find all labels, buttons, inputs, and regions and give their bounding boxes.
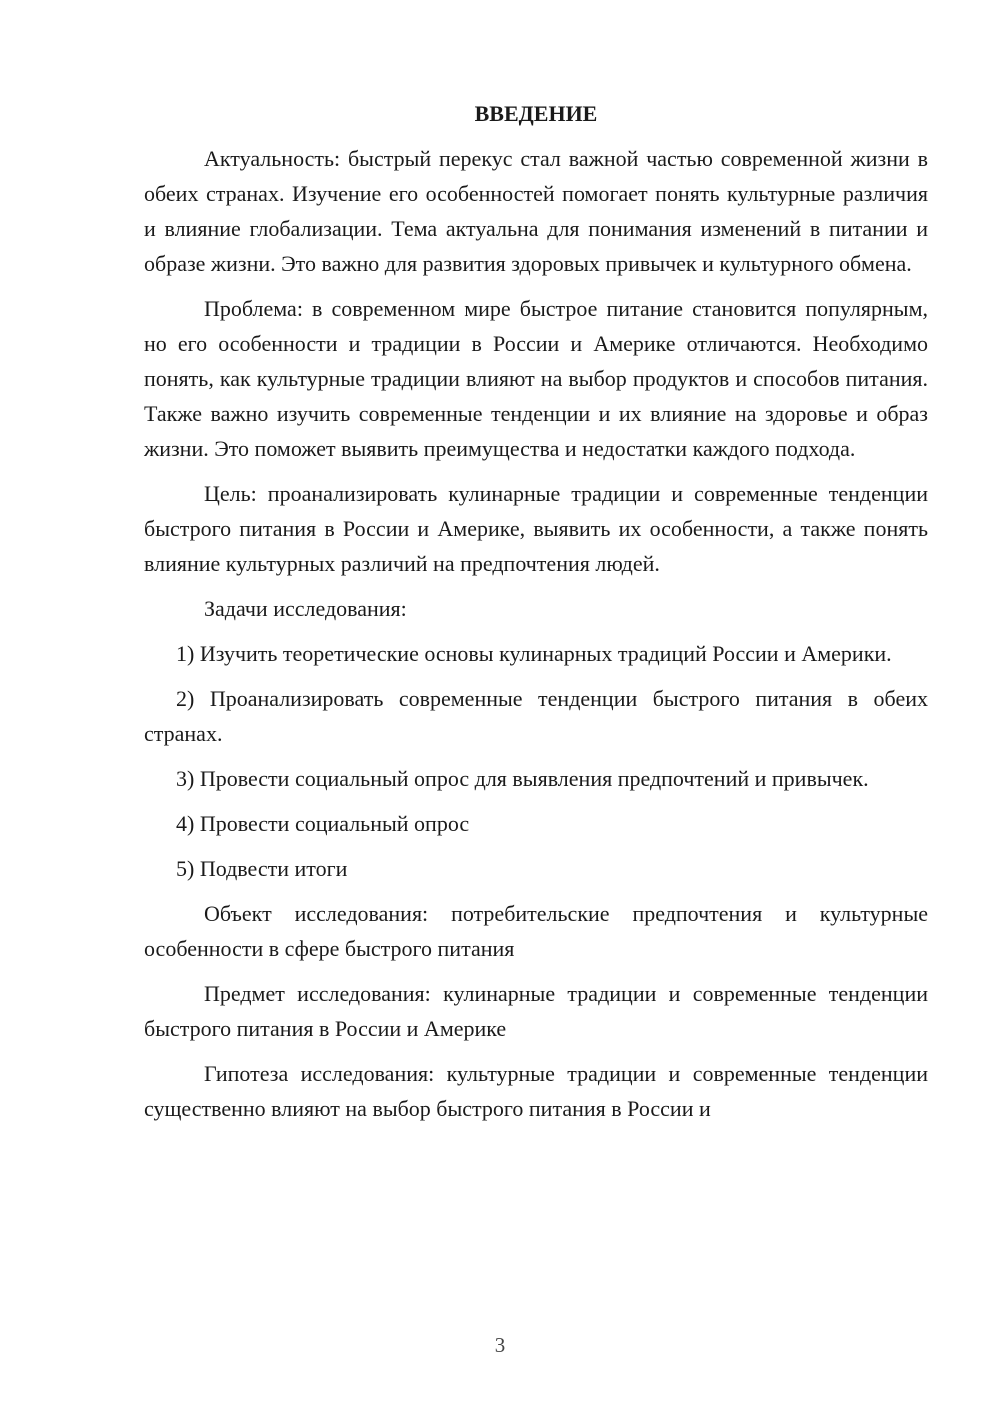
paragraph-relevance: Актуальность: быстрый перекус стал важной частью современной жизни в обеих странах. Изучение его особенностей помогает понять культурные различия и влияние глобализации. Тема актуальна для понимания изменений в питании и образе жизни. Это важно для развития здоровых привычек и культурного обмена. bbox=[144, 146, 928, 276]
paragraph-goal: Цель: проанализировать кулинарные традиции и современные тенденции быстрого питания в России и Америке, выявить их особенности, а также понять влияние культурных различий на предпочтения людей. bbox=[144, 481, 928, 576]
page-title: ВВЕДЕНИЕ bbox=[474, 101, 598, 126]
paragraph-object: Объект исследования: потребительские предпочтения и культурные особенности в сфере быстрого питания bbox=[144, 901, 928, 961]
page-content bbox=[144, 96, 928, 1136]
page-number: 3 bbox=[494, 1333, 506, 1357]
paragraph-problem: Проблема: в современном мире быстрое питание становится популярным, но его особенности и традиции в России и Америке отличаются. Необходимо понять, как культурные традиции влияют на выбор продуктов и способов питания. Также важно изучить современные тенденции и их влияние на здоровье и образ жизни. Это поможет выявить преимущества и недостатки каждого подхода. bbox=[144, 296, 928, 461]
task-item: 2) Проанализировать современные тенденции быстрого питания в обеих странах. bbox=[144, 686, 928, 746]
paragraph-subject: Предмет исследования: кулинарные традиции и современные тенденции быстрого питания в России и Америке bbox=[144, 981, 928, 1041]
task-item: 4) Провести социальный опрос bbox=[176, 811, 470, 836]
paragraph-tasks-heading: Задачи исследования: bbox=[204, 596, 407, 621]
task-item: 3) Провести социальный опрос для выявления предпочтений и привычек. bbox=[176, 766, 869, 791]
task-item: 5) Подвести итоги bbox=[176, 856, 348, 881]
paragraph-hypothesis: Гипотеза исследования: культурные традиции и современные тенденции существенно влияют на выбор быстрого питания в России и bbox=[144, 1061, 928, 1121]
task-item: 1) Изучить теоретические основы кулинарных традиций России и Америки. bbox=[176, 641, 892, 666]
